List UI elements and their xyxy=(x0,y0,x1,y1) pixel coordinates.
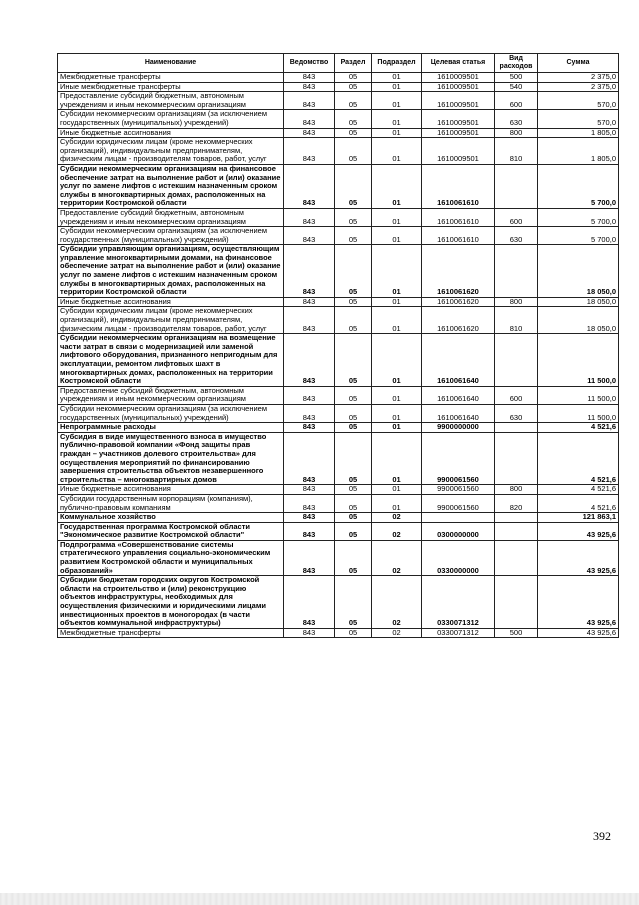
cell-razdel: 05 xyxy=(335,404,372,422)
cell-name: Субсидии государственным корпорациям (компаниям), публично-правовым компаниям xyxy=(58,494,284,512)
cell-razdel: 05 xyxy=(335,432,372,485)
cell-target: 1610061610 xyxy=(422,208,495,226)
cell-sum: 11 500,0 xyxy=(538,386,619,404)
table-row xyxy=(58,386,619,404)
table-row xyxy=(58,494,619,512)
cell-vid xyxy=(495,432,538,485)
cell-razdel: 05 xyxy=(335,522,372,540)
cell-sum: 121 863,1 xyxy=(538,513,619,523)
cell-podrazdel: 02 xyxy=(372,628,422,638)
cell-name: Подпрограмма «Совершенствование системы стратегического управления социально-экономическим развитием Костромской области и муниципальных образований» xyxy=(58,540,284,575)
cell-vid xyxy=(495,423,538,433)
cell-target: 0330071312 xyxy=(422,576,495,629)
cell-podrazdel: 01 xyxy=(372,227,422,245)
cell-target: 9900061560 xyxy=(422,494,495,512)
table-row xyxy=(58,513,619,523)
cell-razdel: 05 xyxy=(335,92,372,110)
cell-razdel: 05 xyxy=(335,307,372,334)
cell-sum: 4 521,6 xyxy=(538,432,619,485)
table-row xyxy=(58,208,619,226)
table-row xyxy=(58,334,619,387)
cell-vid: 540 xyxy=(495,82,538,92)
cell-sum: 2 375,0 xyxy=(538,82,619,92)
cell-sum: 18 050,0 xyxy=(538,297,619,307)
cell-razdel: 05 xyxy=(335,227,372,245)
cell-podrazdel: 01 xyxy=(372,494,422,512)
cell-name: Субсидии некоммерческим организациям на возмещение части затрат в связи с модернизацией или заменой лифтового оборудования, признанного непригодным для эксплуатации, ремонтом лифтовых шахт в многоквартирных домах, расположенных на территории Костромской области xyxy=(58,334,284,387)
cell-vedomstvo: 843 xyxy=(284,73,335,83)
cell-sum: 4 521,6 xyxy=(538,485,619,495)
cell-razdel: 05 xyxy=(335,334,372,387)
cell-podrazdel: 01 xyxy=(372,73,422,83)
scan-edge-band xyxy=(0,893,639,905)
cell-vedomstvo: 843 xyxy=(284,576,335,629)
cell-podrazdel: 01 xyxy=(372,432,422,485)
cell-razdel: 05 xyxy=(335,485,372,495)
cell-podrazdel: 01 xyxy=(372,423,422,433)
cell-sum: 43 925,6 xyxy=(538,522,619,540)
cell-target: 9900061560 xyxy=(422,432,495,485)
table-row xyxy=(58,576,619,629)
cell-target: 1610009501 xyxy=(422,110,495,128)
cell-podrazdel: 01 xyxy=(372,92,422,110)
cell-target: 9900061560 xyxy=(422,485,495,495)
cell-vid xyxy=(495,576,538,629)
cell-vedomstvo: 843 xyxy=(284,628,335,638)
cell-vid: 630 xyxy=(495,227,538,245)
cell-name: Предоставление субсидий бюджетным, автономным учреждениям и иным некоммерческим организациям xyxy=(58,92,284,110)
cell-target: 1610061610 xyxy=(422,227,495,245)
cell-vid: 500 xyxy=(495,628,538,638)
cell-target: 1610061640 xyxy=(422,334,495,387)
table-row xyxy=(58,164,619,208)
cell-vedomstvo: 843 xyxy=(284,227,335,245)
cell-sum: 5 700,0 xyxy=(538,227,619,245)
cell-vedomstvo: 843 xyxy=(284,522,335,540)
cell-podrazdel: 01 xyxy=(372,404,422,422)
cell-podrazdel: 01 xyxy=(372,485,422,495)
cell-vedomstvo: 843 xyxy=(284,386,335,404)
cell-sum: 18 050,0 xyxy=(538,245,619,298)
cell-vedomstvo: 843 xyxy=(284,297,335,307)
cell-target: 1610061620 xyxy=(422,307,495,334)
cell-name: Субсидии некоммерческим организациям (за исключением государственных (муниципальных) учреждений) xyxy=(58,227,284,245)
cell-vid: 600 xyxy=(495,92,538,110)
cell-razdel: 05 xyxy=(335,297,372,307)
cell-target: 9900000000 xyxy=(422,423,495,433)
cell-name: Предоставление субсидий бюджетным, автономным учреждениям и иным некоммерческим организациям xyxy=(58,386,284,404)
table-row xyxy=(58,522,619,540)
cell-razdel: 05 xyxy=(335,138,372,165)
cell-podrazdel: 01 xyxy=(372,386,422,404)
cell-target: 0330071312 xyxy=(422,628,495,638)
table-row xyxy=(58,128,619,138)
cell-name: Субсидии юридическим лицам (кроме некоммерческих организаций), индивидуальным предпринимателям, физическим лицам - производителям товаров, работ, услуг xyxy=(58,307,284,334)
cell-target: 1610009501 xyxy=(422,138,495,165)
cell-target xyxy=(422,513,495,523)
cell-vedomstvo: 843 xyxy=(284,485,335,495)
cell-name: Субсидия в виде имущественного взноса в имущество публично-правовой компании «Фонд защиты прав граждан – участников долевого строительства» для осуществления мероприятий по финансированию завершения строительства объектов незавершенного строительства – многоквартирных домов xyxy=(58,432,284,485)
cell-target: 1610061640 xyxy=(422,404,495,422)
header-podrazdel: Подраздел xyxy=(372,54,422,73)
cell-target: 1610009501 xyxy=(422,92,495,110)
cell-razdel: 05 xyxy=(335,513,372,523)
cell-razdel: 05 xyxy=(335,494,372,512)
cell-podrazdel: 01 xyxy=(372,164,422,208)
cell-sum: 570,0 xyxy=(538,110,619,128)
cell-vid xyxy=(495,164,538,208)
header-vedomstvo: Ведомство xyxy=(284,54,335,73)
budget-sheet xyxy=(57,53,618,638)
cell-vid: 600 xyxy=(495,386,538,404)
cell-vid: 820 xyxy=(495,494,538,512)
cell-name: Субсидии некоммерческим организациям на финансовое обеспечение затрат на выполнение работ и (или) оказание услуг по замене лифтов с истекшим назначенным сроком службы в многоквартирных домах, расположенных на территории Костромской области xyxy=(58,164,284,208)
cell-name: Субсидии бюджетам городских округов Костромской области на строительство и (или) реконструкцию объектов инфраструктуры, необходимых для осуществления физическими и юридическими лицами инвестиционных проектов в моногородах (в части объектов коммунальной инфраструктуры) xyxy=(58,576,284,629)
cell-name: Иные бюджетные ассигнования xyxy=(58,128,284,138)
cell-razdel: 05 xyxy=(335,73,372,83)
cell-vid xyxy=(495,513,538,523)
cell-vedomstvo: 843 xyxy=(284,82,335,92)
cell-vid xyxy=(495,334,538,387)
cell-sum: 4 521,6 xyxy=(538,494,619,512)
cell-podrazdel: 01 xyxy=(372,110,422,128)
cell-razdel: 05 xyxy=(335,128,372,138)
cell-sum: 5 700,0 xyxy=(538,164,619,208)
header-name: Наименование xyxy=(58,54,284,73)
cell-sum: 18 050,0 xyxy=(538,307,619,334)
cell-podrazdel: 02 xyxy=(372,576,422,629)
page-number: 392 xyxy=(593,829,611,843)
cell-name: Предоставление субсидий бюджетным, автономным учреждениям и иным некоммерческим организациям xyxy=(58,208,284,226)
cell-vedomstvo: 843 xyxy=(284,128,335,138)
cell-vedomstvo: 843 xyxy=(284,164,335,208)
cell-vedomstvo: 843 xyxy=(284,208,335,226)
table-row xyxy=(58,297,619,307)
cell-podrazdel: 01 xyxy=(372,82,422,92)
cell-vedomstvo: 843 xyxy=(284,540,335,575)
cell-name: Субсидии некоммерческим организациям (за исключением государственных (муниципальных) учреждений) xyxy=(58,404,284,422)
cell-name: Государственная программа Костромской области "Экономическое развитие Костромской области" xyxy=(58,522,284,540)
cell-vid: 810 xyxy=(495,138,538,165)
cell-vedomstvo: 843 xyxy=(284,110,335,128)
header-razdel: Раздел xyxy=(335,54,372,73)
cell-name: Коммунальное хозяйство xyxy=(58,513,284,523)
header-vid: Вид расходов xyxy=(495,54,538,73)
cell-podrazdel: 01 xyxy=(372,245,422,298)
table-row xyxy=(58,432,619,485)
cell-name: Межбюджетные трансферты xyxy=(58,73,284,83)
cell-vedomstvo: 843 xyxy=(284,334,335,387)
cell-sum: 43 925,6 xyxy=(538,576,619,629)
table-row xyxy=(58,73,619,83)
cell-vedomstvo: 843 xyxy=(284,432,335,485)
cell-razdel: 05 xyxy=(335,245,372,298)
cell-target: 1610009501 xyxy=(422,73,495,83)
cell-razdel: 05 xyxy=(335,110,372,128)
cell-name: Межбюджетные трансферты xyxy=(58,628,284,638)
cell-vedomstvo: 843 xyxy=(284,92,335,110)
budget-table xyxy=(57,53,619,638)
header-sum: Сумма xyxy=(538,54,619,73)
table-row xyxy=(58,423,619,433)
cell-sum: 2 375,0 xyxy=(538,73,619,83)
cell-target: 0300000000 xyxy=(422,522,495,540)
cell-vedomstvo: 843 xyxy=(284,423,335,433)
cell-podrazdel: 01 xyxy=(372,138,422,165)
cell-sum: 43 925,6 xyxy=(538,540,619,575)
cell-target: 1610061620 xyxy=(422,297,495,307)
cell-podrazdel: 02 xyxy=(372,513,422,523)
cell-razdel: 05 xyxy=(335,423,372,433)
table-row xyxy=(58,138,619,165)
cell-vid: 630 xyxy=(495,110,538,128)
cell-name: Субсидии юридическим лицам (кроме некоммерческих организаций), индивидуальным предпринимателям, физическим лицам - производителям товаров, работ, услуг xyxy=(58,138,284,165)
table-body xyxy=(58,73,619,638)
table-row xyxy=(58,227,619,245)
cell-target: 0330000000 xyxy=(422,540,495,575)
table-row xyxy=(58,110,619,128)
cell-name: Иные межбюджетные трансферты xyxy=(58,82,284,92)
cell-vedomstvo: 843 xyxy=(284,245,335,298)
cell-razdel: 05 xyxy=(335,164,372,208)
table-row xyxy=(58,82,619,92)
cell-podrazdel: 01 xyxy=(372,334,422,387)
table-row xyxy=(58,485,619,495)
cell-vid xyxy=(495,522,538,540)
cell-podrazdel: 02 xyxy=(372,522,422,540)
cell-vid: 800 xyxy=(495,128,538,138)
cell-sum: 1 805,0 xyxy=(538,128,619,138)
cell-razdel: 05 xyxy=(335,628,372,638)
cell-vid: 600 xyxy=(495,208,538,226)
cell-razdel: 05 xyxy=(335,576,372,629)
cell-vid: 800 xyxy=(495,485,538,495)
cell-target: 1610009501 xyxy=(422,82,495,92)
cell-sum: 43 925,6 xyxy=(538,628,619,638)
header-target: Целевая статья xyxy=(422,54,495,73)
cell-name: Субсидии управляющим организациям, осуществляющим управление многоквартирными домами, на финансовое обеспечение затрат на выполнение работ и (или) оказание услуг по замене лифтов с истекшим назначенным сроком службы в многоквартирных домах, расположенных на территории Костромской области xyxy=(58,245,284,298)
cell-sum: 4 521,6 xyxy=(538,423,619,433)
cell-name: Субсидии некоммерческим организациям (за исключением государственных (муниципальных) учреждений) xyxy=(58,110,284,128)
cell-razdel: 05 xyxy=(335,386,372,404)
table-row xyxy=(58,404,619,422)
cell-podrazdel: 01 xyxy=(372,128,422,138)
cell-vid: 810 xyxy=(495,307,538,334)
cell-sum: 11 500,0 xyxy=(538,404,619,422)
cell-podrazdel: 01 xyxy=(372,297,422,307)
cell-razdel: 05 xyxy=(335,82,372,92)
cell-vedomstvo: 843 xyxy=(284,494,335,512)
cell-vedomstvo: 843 xyxy=(284,138,335,165)
cell-vedomstvo: 843 xyxy=(284,307,335,334)
cell-vedomstvo: 843 xyxy=(284,513,335,523)
table-row xyxy=(58,245,619,298)
cell-name: Непрограммные расходы xyxy=(58,423,284,433)
table-row xyxy=(58,628,619,638)
cell-podrazdel: 01 xyxy=(372,208,422,226)
cell-sum: 1 805,0 xyxy=(538,138,619,165)
cell-razdel: 05 xyxy=(335,208,372,226)
cell-podrazdel: 01 xyxy=(372,307,422,334)
cell-sum: 5 700,0 xyxy=(538,208,619,226)
table-row xyxy=(58,307,619,334)
cell-target: 1610061610 xyxy=(422,164,495,208)
table-header-row xyxy=(58,54,619,73)
cell-target: 1610009501 xyxy=(422,128,495,138)
cell-vid: 800 xyxy=(495,297,538,307)
cell-vid xyxy=(495,540,538,575)
cell-name: Иные бюджетные ассигнования xyxy=(58,297,284,307)
cell-podrazdel: 02 xyxy=(372,540,422,575)
cell-vid xyxy=(495,245,538,298)
cell-target: 1610061620 xyxy=(422,245,495,298)
cell-vid: 630 xyxy=(495,404,538,422)
cell-sum: 11 500,0 xyxy=(538,334,619,387)
cell-vid: 500 xyxy=(495,73,538,83)
cell-name: Иные бюджетные ассигнования xyxy=(58,485,284,495)
cell-razdel: 05 xyxy=(335,540,372,575)
cell-sum: 570,0 xyxy=(538,92,619,110)
table-row xyxy=(58,92,619,110)
cell-vedomstvo: 843 xyxy=(284,404,335,422)
table-row xyxy=(58,540,619,575)
cell-target: 1610061640 xyxy=(422,386,495,404)
